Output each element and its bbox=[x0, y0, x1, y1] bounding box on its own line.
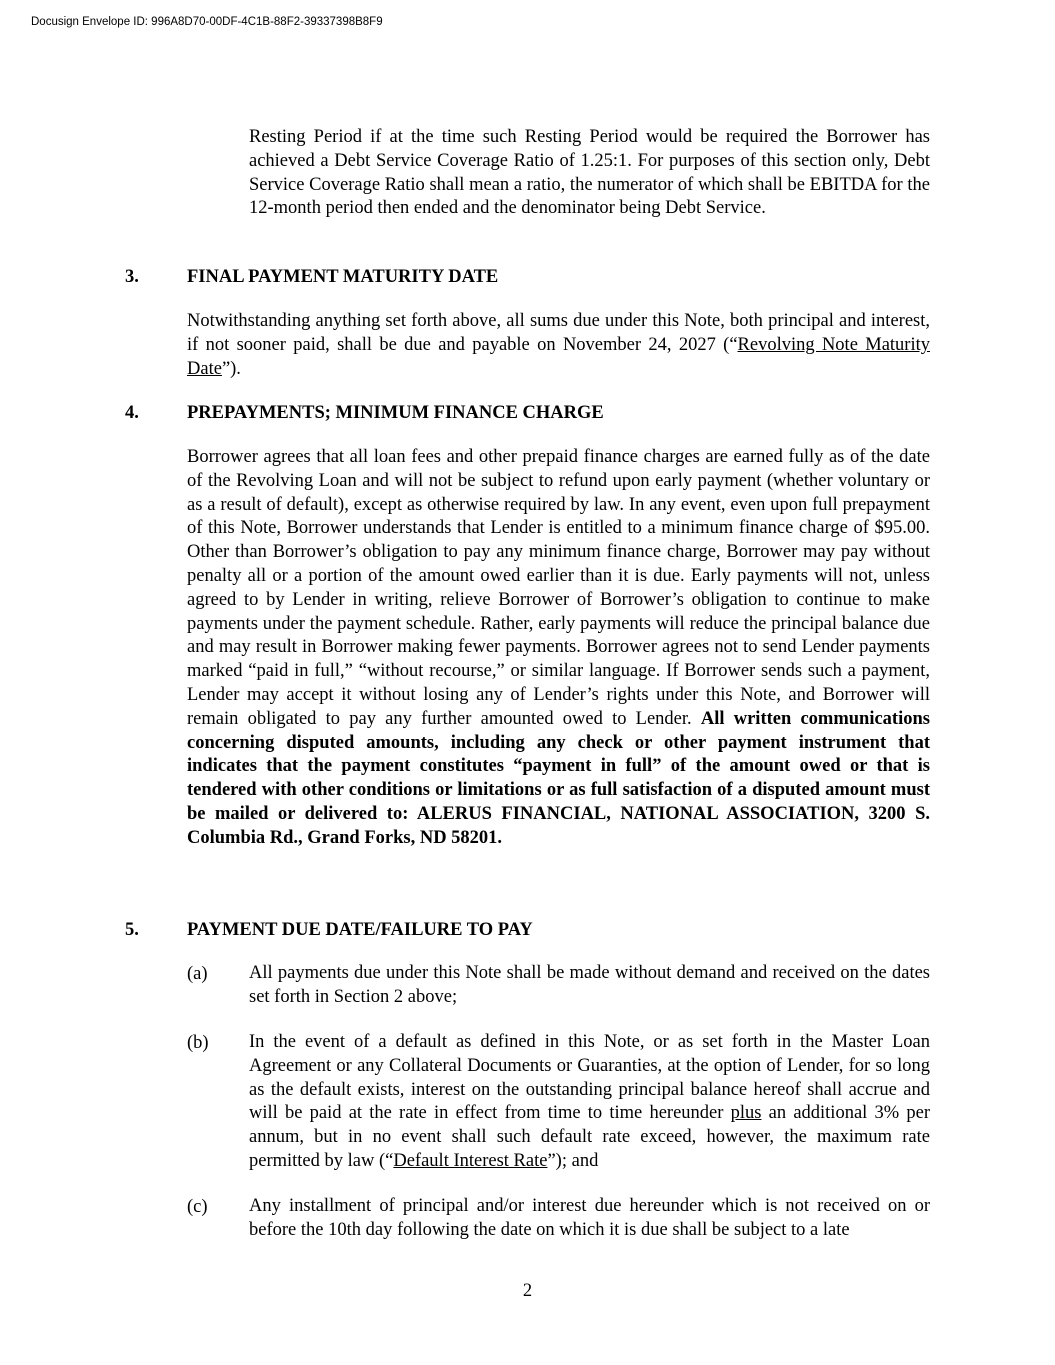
section-4-body: Borrower agrees that all loan fees and other prepaid finance charges are earned fully as of the date of the Revolving Loan and will not be subject to refund upon early payment (whether voluntary or as a result of default), except as otherwise required by law. In any event, even upon full prepayment of this Note, Borrower understands that Lender is entitled to a minimum finance charge of $95.00. Other than Borrower’s obligation to pay any minimum finance charge, Borrower may pay without penalty all or a portion of the amount owed earlier than it is due. Early payments will not, unless agreed to by Lender in writing, relieve Borrower of Borrower’s obligation to continue to make payments under the payment schedule. Rather, early payments will reduce the principal balance due and may result in Borrower making fewer payments. Borrower agrees not to send Lender payments marked “paid in full,” “without recourse,” or similar language. If Borrower sends such a payment, Lender may accept it without losing any of Lender’s rights under this Note, and Borrower will remain obligated to pay any further amounted owed to Lender. All written communications concerning disputed amounts, including any check or other payment instrument that indicates that the payment constitutes “payment in full” of the amount owed or that is tendered with other conditions or limitations or as full satisfaction of a disputed amount must be mailed or delivered to: ALERUS FINANCIAL, NATIONAL ASSOCIATION, 3200 S. Columbia Rd., Grand Forks, ND 58201. bbox=[187, 447, 930, 848]
section-number: 3. bbox=[125, 267, 139, 287]
disputed-payments-notice: All written communications concerning disputed amounts, including any check or other payment instrument that indicates that the payment constitutes “payment in full” of the amount owed or that is tendered with other conditions or limitations or as full satisfaction of a disputed amount must be mailed or delivered to: ALERUS FINANCIAL, NATIONAL ASSOCIATION, 3200 S. Columbia Rd., Grand Forks, ND 58201. bbox=[187, 708, 930, 848]
plus-term: plus bbox=[730, 1103, 762, 1124]
section-5-item-a: All payments due under this Note shall be made without demand and received on the dates set forth in Section 2 above; bbox=[249, 963, 930, 1007]
continuation-paragraph: Resting Period if at the time such Resting Period would be required the Borrower has achieved a Debt Service Coverage Ratio of 1.25:1. For purposes of this section only, Debt Service Coverage Ratio shall mean a ratio, the numerator of which shall be EBITDA for the 12-month period then ended and the denominator being Debt Service. bbox=[249, 127, 930, 219]
section-5-item-b: In the event of a default as defined in this Note, or as set forth in the Master Loan Agreement or any Collateral Documents or Guaranties, at the option of Lender, for so long as the default exists, interest on the outstanding principal balance hereof shall accrue and will be paid at the rate in effect from time to time hereunder plus an additional 3% per annum, but in no event shall such default rate exceed, however, the maximum rate permitted by law (“Default Interest Rate”); and bbox=[249, 1032, 930, 1171]
section-number: 4. bbox=[125, 403, 139, 423]
section-title: PAYMENT DUE DATE/FAILURE TO PAY bbox=[187, 920, 533, 940]
section-5-item-c: Any installment of principal and/or interest due hereunder which is not received on or before the 10th day following the date on which it is due shall be subject to a late bbox=[249, 1196, 930, 1240]
defined-term-revolving-note-maturity-date: Revolving Note Maturity Date bbox=[187, 334, 930, 379]
docusign-envelope-id: Docusign Envelope ID: 996A8D70-00DF-4C1B-88F2-39337398B8F9 bbox=[31, 16, 383, 28]
item-letter: (b) bbox=[187, 1033, 209, 1053]
page-number: 2 bbox=[522, 1281, 533, 1301]
item-letter: (c) bbox=[187, 1197, 208, 1217]
item-letter: (a) bbox=[187, 964, 208, 984]
defined-term-default-interest-rate: Default Interest Rate bbox=[393, 1150, 548, 1171]
section-title: FINAL PAYMENT MATURITY DATE bbox=[187, 267, 499, 287]
section-title: PREPAYMENTS; MINIMUM FINANCE CHARGE bbox=[187, 403, 604, 423]
section-number: 5. bbox=[125, 920, 139, 940]
section-3-body: Notwithstanding anything set forth above, all sums due under this Note, both principal and interest, if not sooner paid, shall be due and payable on November 24, 2027 (“Revolving Note Maturity Date”). bbox=[187, 311, 930, 379]
